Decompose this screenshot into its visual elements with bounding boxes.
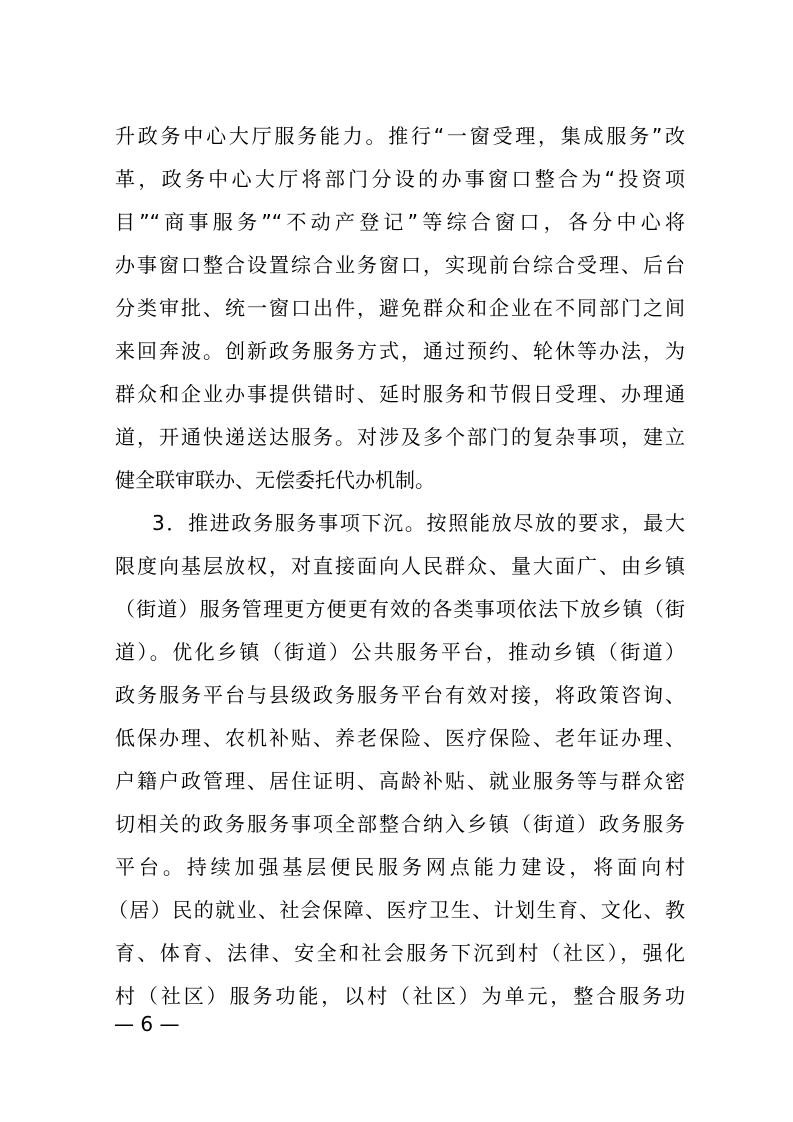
text-line-content: 平台。持续加强基层便民服务网点能力建设，将面向村 [115, 855, 685, 879]
text-line [0, 505, 793, 541]
text-line-content: 目”“商事服务”“不动产登记”等综合窗口，各分中心将 [115, 210, 685, 234]
text-line [0, 548, 793, 584]
text-line-content: 办事窗口整合设置综合业务窗口，实现前台综合受理、后台 [115, 253, 685, 277]
text-line [0, 591, 793, 627]
text-line-content: 育、体育、法律、安全和社会服务下沉到村（社区），强化 [115, 941, 685, 965]
text-line-content: 道，开通快递送达服务。对涉及多个部门的复杂事项，建立 [115, 425, 685, 449]
text-line [0, 763, 793, 799]
text-line-content: 分类审批、统一窗口出件，避免群众和企业在不同部门之间 [115, 296, 685, 320]
text-line [0, 849, 793, 885]
page-number: — 6 — [114, 1012, 180, 1036]
text-line [0, 204, 793, 240]
text-line [0, 677, 793, 713]
page-footer [0, 1004, 793, 1044]
text-line [0, 333, 793, 369]
text-line [0, 634, 793, 670]
text-line-content: 户籍户政管理、居住证明、高龄补贴、就业服务等与群众密 [115, 769, 685, 793]
text-line [0, 462, 793, 498]
text-line [0, 720, 793, 756]
text-line-content: 道）。优化乡镇（街道）公共服务平台，推动乡镇（街道） [115, 640, 685, 664]
text-line-content: 限度向基层放权，对直接面向人民群众、量大面广、由乡镇 [115, 554, 685, 578]
text-line [0, 118, 793, 154]
text-line-content: 来回奔波。创新政务服务方式，通过预约、轮休等办法，为 [115, 339, 685, 363]
text-line [0, 290, 793, 326]
text-line-content: 切相关的政务服务事项全部整合纳入乡镇（街道）政务服务 [115, 812, 685, 836]
text-line-content: （居）民的就业、社会保障、医疗卫生、计划生育、文化、教 [108, 898, 685, 922]
text-line-content: 村（社区）服务功能，以村（社区）为单元，整合服务功 [115, 984, 685, 1008]
text-line-content: 革，政务中心大厅将部门分设的办事窗口整合为“投资项 [115, 167, 685, 191]
text-line [0, 935, 793, 971]
text-line-content: 群众和企业办事提供错时、延时服务和节假日受理、办理通 [115, 382, 685, 406]
text-line [0, 892, 793, 928]
text-line-content: 升政务中心大厅服务能力。推行“一窗受理，集成服务”改 [115, 124, 685, 148]
text-line-content: 3．推进政务服务事项下沉。按照能放尽放的要求，最大 [152, 511, 685, 535]
text-line-content: 健全联审联办、无偿委托代办机制。 [115, 468, 435, 492]
text-line-content: 政务服务平台与县级政务服务平台有效对接，将政策咨询、 [115, 683, 685, 707]
text-line [0, 376, 793, 412]
text-line [0, 247, 793, 283]
text-line [0, 161, 793, 197]
text-line-content: （街道）服务管理更方便更有效的各类事项依法下放乡镇（街 [115, 597, 685, 621]
text-line-content: 低保办理、农机补贴、养老保险、医疗保险、老年证办理、 [115, 726, 685, 750]
text-line [0, 419, 793, 455]
text-line [0, 806, 793, 842]
